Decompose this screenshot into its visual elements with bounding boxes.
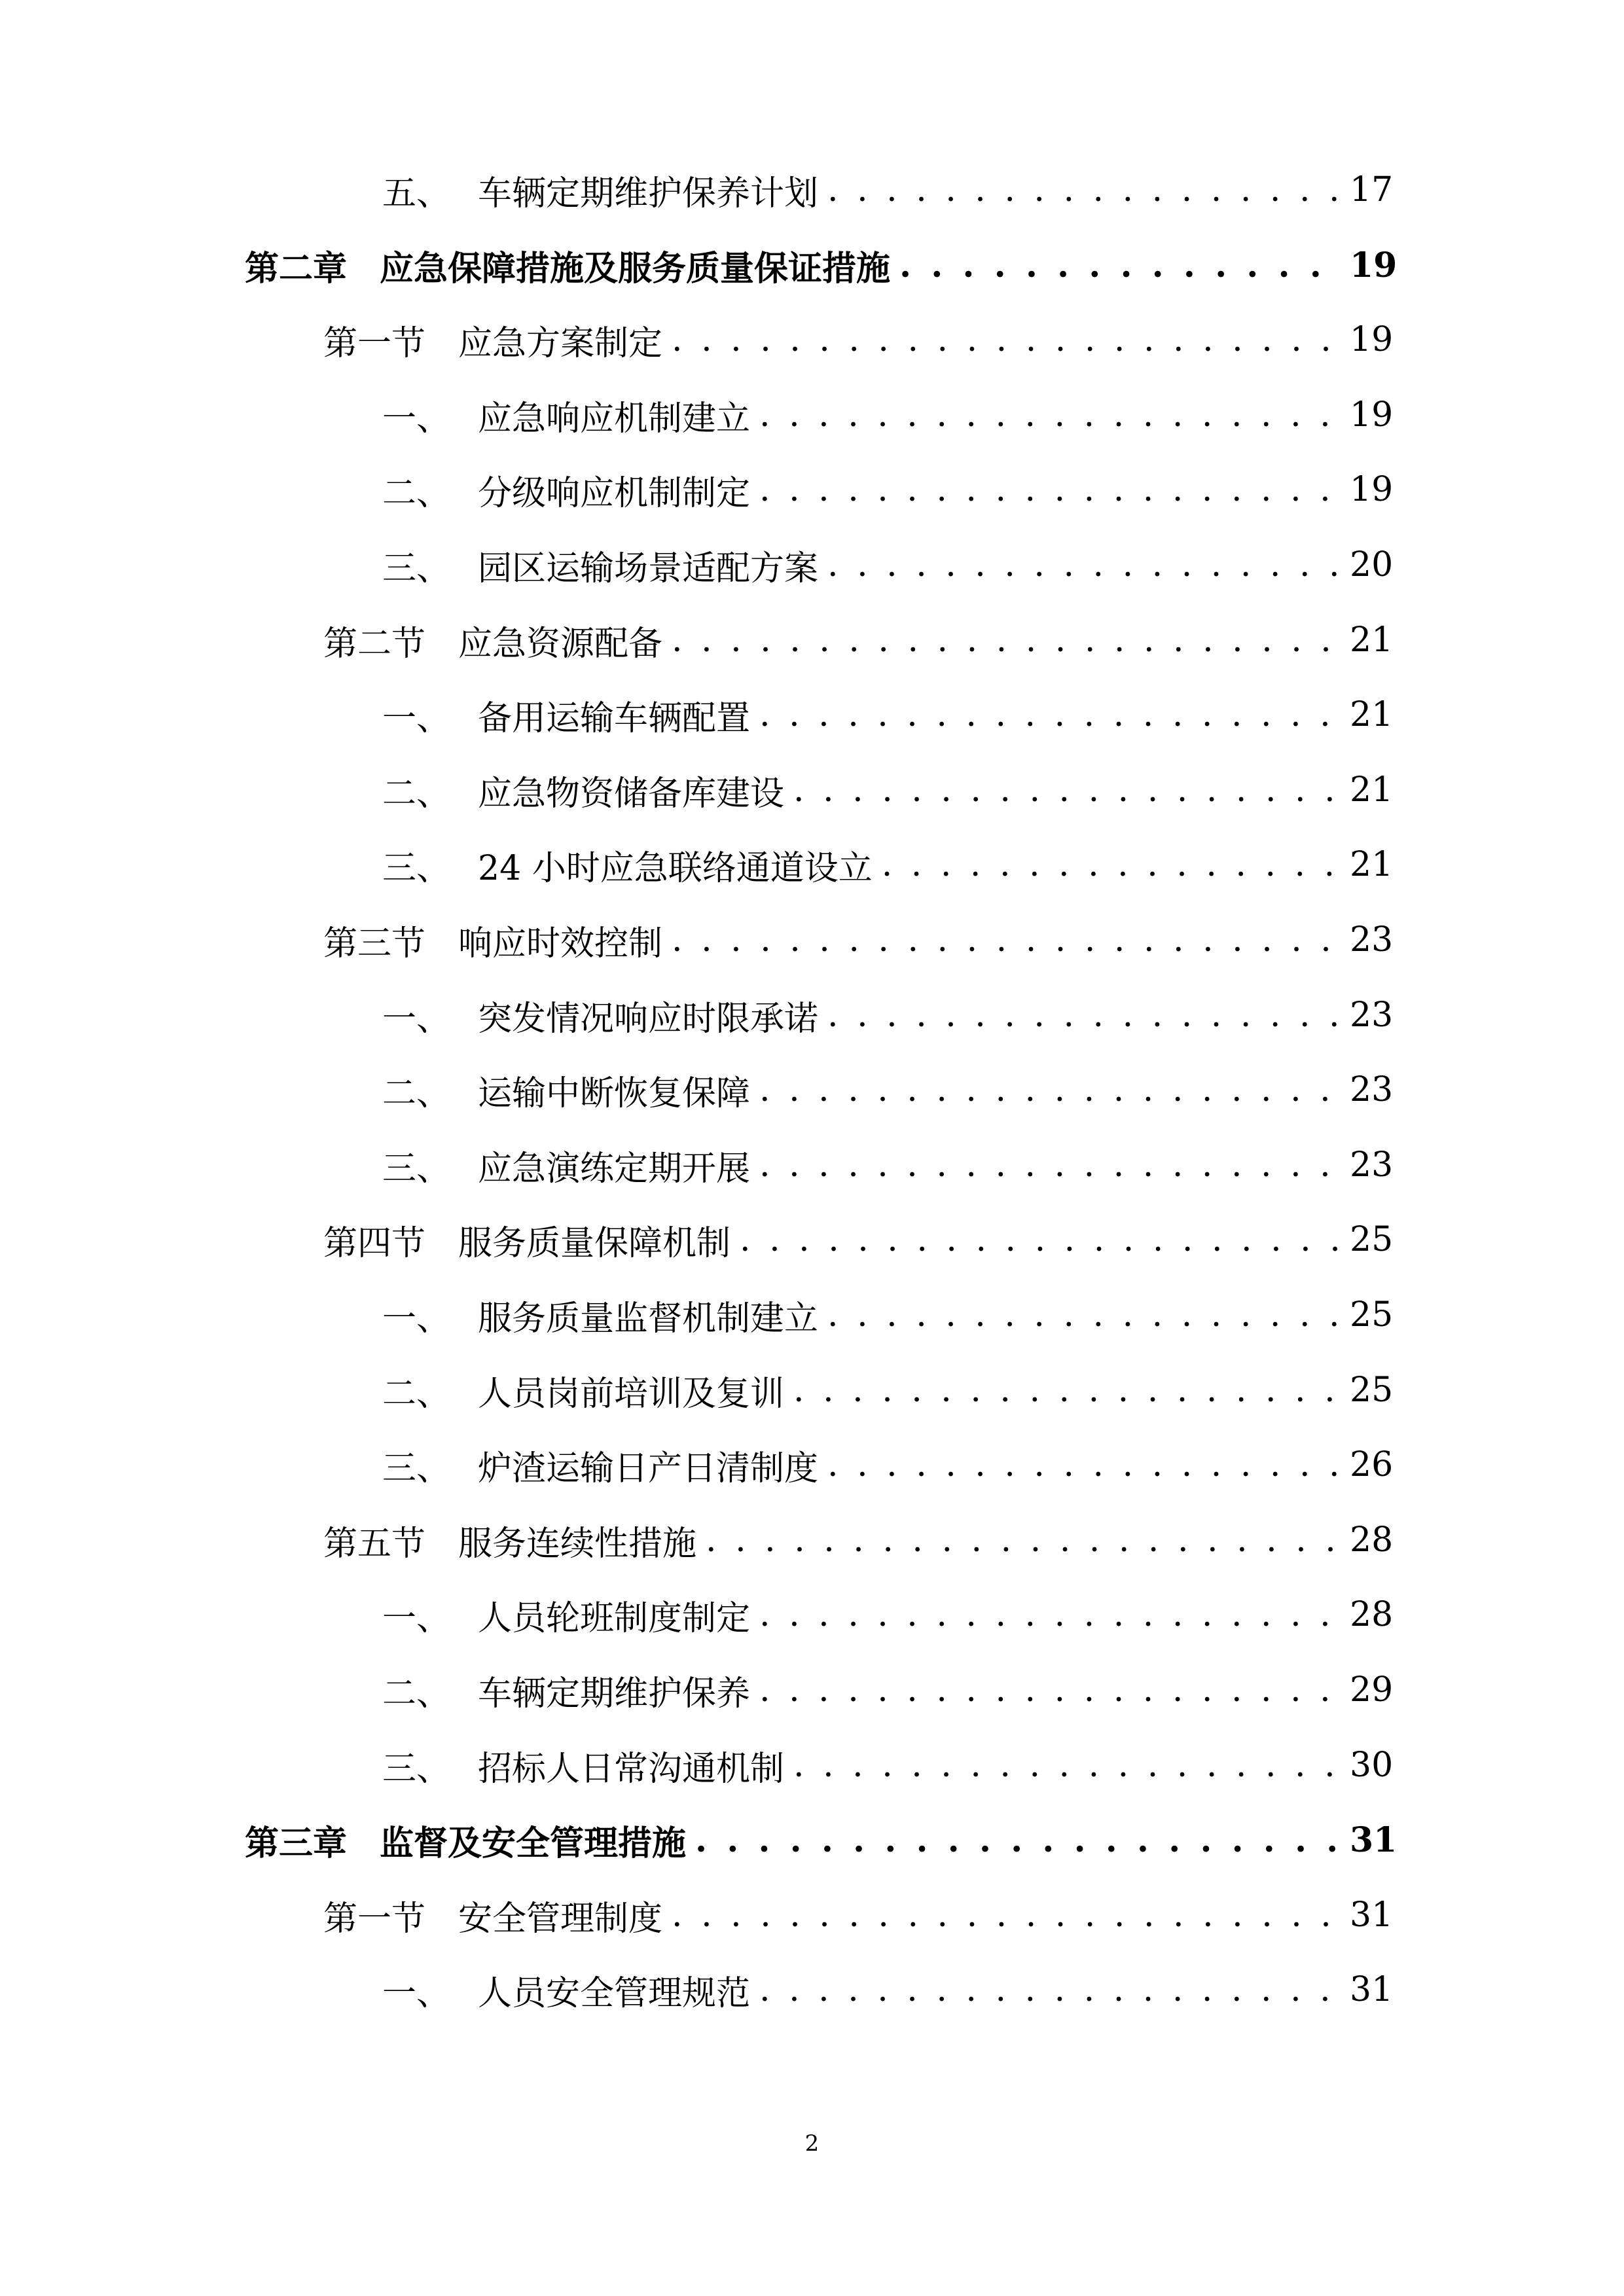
toc-entry-page: 23 [1350,996,1394,1035]
toc-entry-number: 一、 [382,1973,451,2013]
toc-entry-page: 28 [1350,1595,1394,1634]
toc-entry-number: 一、 [382,999,451,1039]
toc-dot-leader [827,996,1341,1035]
toc-dot-leader [759,1670,1341,1710]
toc-entry[interactable] [382,1583,1394,1646]
toc-entry-title: 运输中断恢复保障 [478,1073,751,1113]
toc-dot-leader [759,1070,1341,1109]
toc-dot-leader [882,845,1341,884]
toc-entry[interactable] [323,308,1394,371]
toc-dot-leader [740,1220,1341,1259]
toc-entry-title: 车辆定期维护保养计划 [478,173,819,213]
toc-entry[interactable] [323,908,1394,971]
toc-dot-leader [759,1595,1341,1634]
toc-entry-number: 五、 [382,173,451,213]
toc-entry-page: 29 [1350,1670,1394,1710]
toc-entry[interactable] [382,1359,1394,1422]
toc-dot-leader [759,1145,1341,1185]
toc-entry-page: 21 [1350,620,1394,660]
toc-dot-leader [759,470,1341,509]
toc-entry-page: 19 [1350,245,1398,285]
toc-dot-leader [759,1970,1341,2009]
toc-entry-title: 服务质量保障机制 [458,1223,731,1263]
toc-entry[interactable] [323,1509,1394,1571]
toc-entry-title: 园区运输场景适配方案 [478,548,819,588]
toc-entry-title: 招标人日常沟通机制 [478,1749,785,1789]
toc-entry-page: 31 [1350,1820,1398,1860]
toc-entry-page: 23 [1350,1145,1394,1185]
toc-entry-title: 应急物资储备库建设 [478,774,785,814]
toc-entry[interactable] [382,683,1394,746]
toc-entry[interactable] [245,234,1398,296]
toc-entry-title: 应急资源配备 [458,624,663,664]
toc-entry[interactable] [382,759,1394,821]
toc-entry-page: 31 [1350,1895,1394,1935]
toc-entry[interactable] [382,1058,1394,1121]
toc-entry[interactable] [323,1884,1394,1946]
toc-entry-title: 炉渣运输日产日清制度 [478,1448,819,1488]
toc-entry-title: 备用运输车辆配置 [478,698,751,738]
toc-entry-page: 25 [1350,1371,1394,1410]
toc-dot-leader [827,1445,1341,1484]
toc-entry-number: 第二节 [323,624,426,664]
toc-dot-leader [827,170,1341,209]
toc-entry-number: 二、 [382,774,451,814]
toc-entry-number: 第三节 [323,924,426,963]
toc-entry-page: 23 [1350,920,1394,960]
toc-entry[interactable] [323,1208,1394,1271]
toc-entry[interactable] [382,1134,1394,1196]
toc-entry[interactable] [323,609,1394,672]
toc-entry[interactable] [382,1958,1394,2021]
toc-entry-number: 第四节 [323,1223,426,1263]
toc-entry-number: 二、 [382,1674,451,1713]
toc-entry-number: 三、 [382,1149,451,1189]
toc-entry-page: 28 [1350,1520,1394,1560]
toc-entry-page: 19 [1350,395,1394,435]
toc-entry-page: 19 [1350,320,1394,359]
toc-dot-leader [827,545,1341,584]
toc-entry-number: 第三章 [245,1823,348,1863]
toc-entry-page: 19 [1350,470,1394,509]
toc-entry-page: 26 [1350,1445,1394,1484]
toc-entry-number: 一、 [382,1598,451,1638]
toc-entry-page: 21 [1350,845,1394,884]
toc-dot-leader [695,1820,1341,1860]
toc-entry-page: 25 [1350,1295,1394,1335]
toc-entry-number: 一、 [382,698,451,738]
toc-entry-title: 应急保障措施及服务质量保证措施 [380,248,891,289]
toc-entry-page: 21 [1350,695,1394,734]
toc-dot-leader [759,695,1341,734]
toc-entry[interactable] [382,533,1394,596]
toc-entry[interactable] [382,384,1394,446]
toc-entry-title: 监督及安全管理措施 [380,1823,687,1863]
toc-entry-title: 服务质量监督机制建立 [478,1299,819,1338]
toc-dot-leader [672,620,1341,660]
toc-entry-page: 30 [1350,1746,1394,1785]
toc-entry-number: 三、 [382,1448,451,1488]
toc-entry-title: 应急方案制定 [458,323,663,363]
toc-dot-leader [672,920,1341,960]
toc-entry-number: 三、 [382,548,451,588]
toc-dot-leader [827,1295,1341,1335]
page-number: 2 [804,2130,820,2157]
toc-entry[interactable] [382,1283,1394,1346]
toc-entry-title: 人员轮班制度制定 [478,1598,751,1638]
toc-entry-number: 第一节 [323,323,426,363]
toc-entry[interactable] [245,1808,1398,1871]
toc-entry-number: 一、 [382,1299,451,1338]
toc-entry-title: 应急演练定期开展 [478,1149,751,1189]
toc-dot-leader [759,395,1341,435]
toc-entry-title: 人员岗前培训及复训 [478,1374,785,1414]
toc-entry[interactable] [382,1433,1394,1496]
toc-dot-leader [672,320,1341,359]
toc-entry-number: 三、 [382,848,451,888]
toc-entry-title: 人员安全管理规范 [478,1973,751,2013]
toc-entry-page: 17 [1350,170,1394,209]
toc-entry-title: 车辆定期维护保养 [478,1674,751,1713]
toc-entry-number: 第五节 [323,1524,426,1564]
toc-entry[interactable] [382,833,1394,896]
toc-entry-title: 响应时效控制 [458,924,663,963]
toc-dot-leader [899,245,1341,285]
toc-entry[interactable] [382,984,1394,1047]
toc-entry-page: 21 [1350,770,1394,810]
toc-dot-leader [672,1895,1341,1935]
toc-entry-number: 一、 [382,399,451,439]
toc-entry-page: 25 [1350,1220,1394,1259]
toc-entry-number: 二、 [382,1073,451,1113]
toc-entry[interactable] [382,458,1394,521]
toc-entry[interactable] [382,158,1394,221]
toc-dot-leader [793,1371,1341,1410]
toc-entry-title: 应急响应机制建立 [478,399,751,439]
toc-entry-page: 20 [1350,545,1394,584]
toc-dot-leader [706,1520,1341,1560]
toc-entry-number: 第一节 [323,1899,426,1939]
toc-entry-title: 突发情况响应时限承诺 [478,999,819,1039]
toc-entry-title: 安全管理制度 [458,1899,663,1939]
toc-entry-title: 分级响应机制制定 [478,473,751,513]
toc-entry-title: 24 小时应急联络通道设立 [478,848,873,888]
toc-entry-number: 三、 [382,1749,451,1789]
toc-entry-page: 31 [1350,1970,1394,2009]
toc-entry-number: 第二章 [245,248,348,289]
toc-entry[interactable] [382,1659,1394,1721]
toc-entry-number: 二、 [382,473,451,513]
toc-entry-page: 23 [1350,1070,1394,1109]
toc-entry[interactable] [382,1734,1394,1797]
toc-entry-title: 服务连续性措施 [458,1524,697,1564]
toc-entry-number: 二、 [382,1374,451,1414]
toc-dot-leader [793,770,1341,810]
toc-dot-leader [793,1746,1341,1785]
